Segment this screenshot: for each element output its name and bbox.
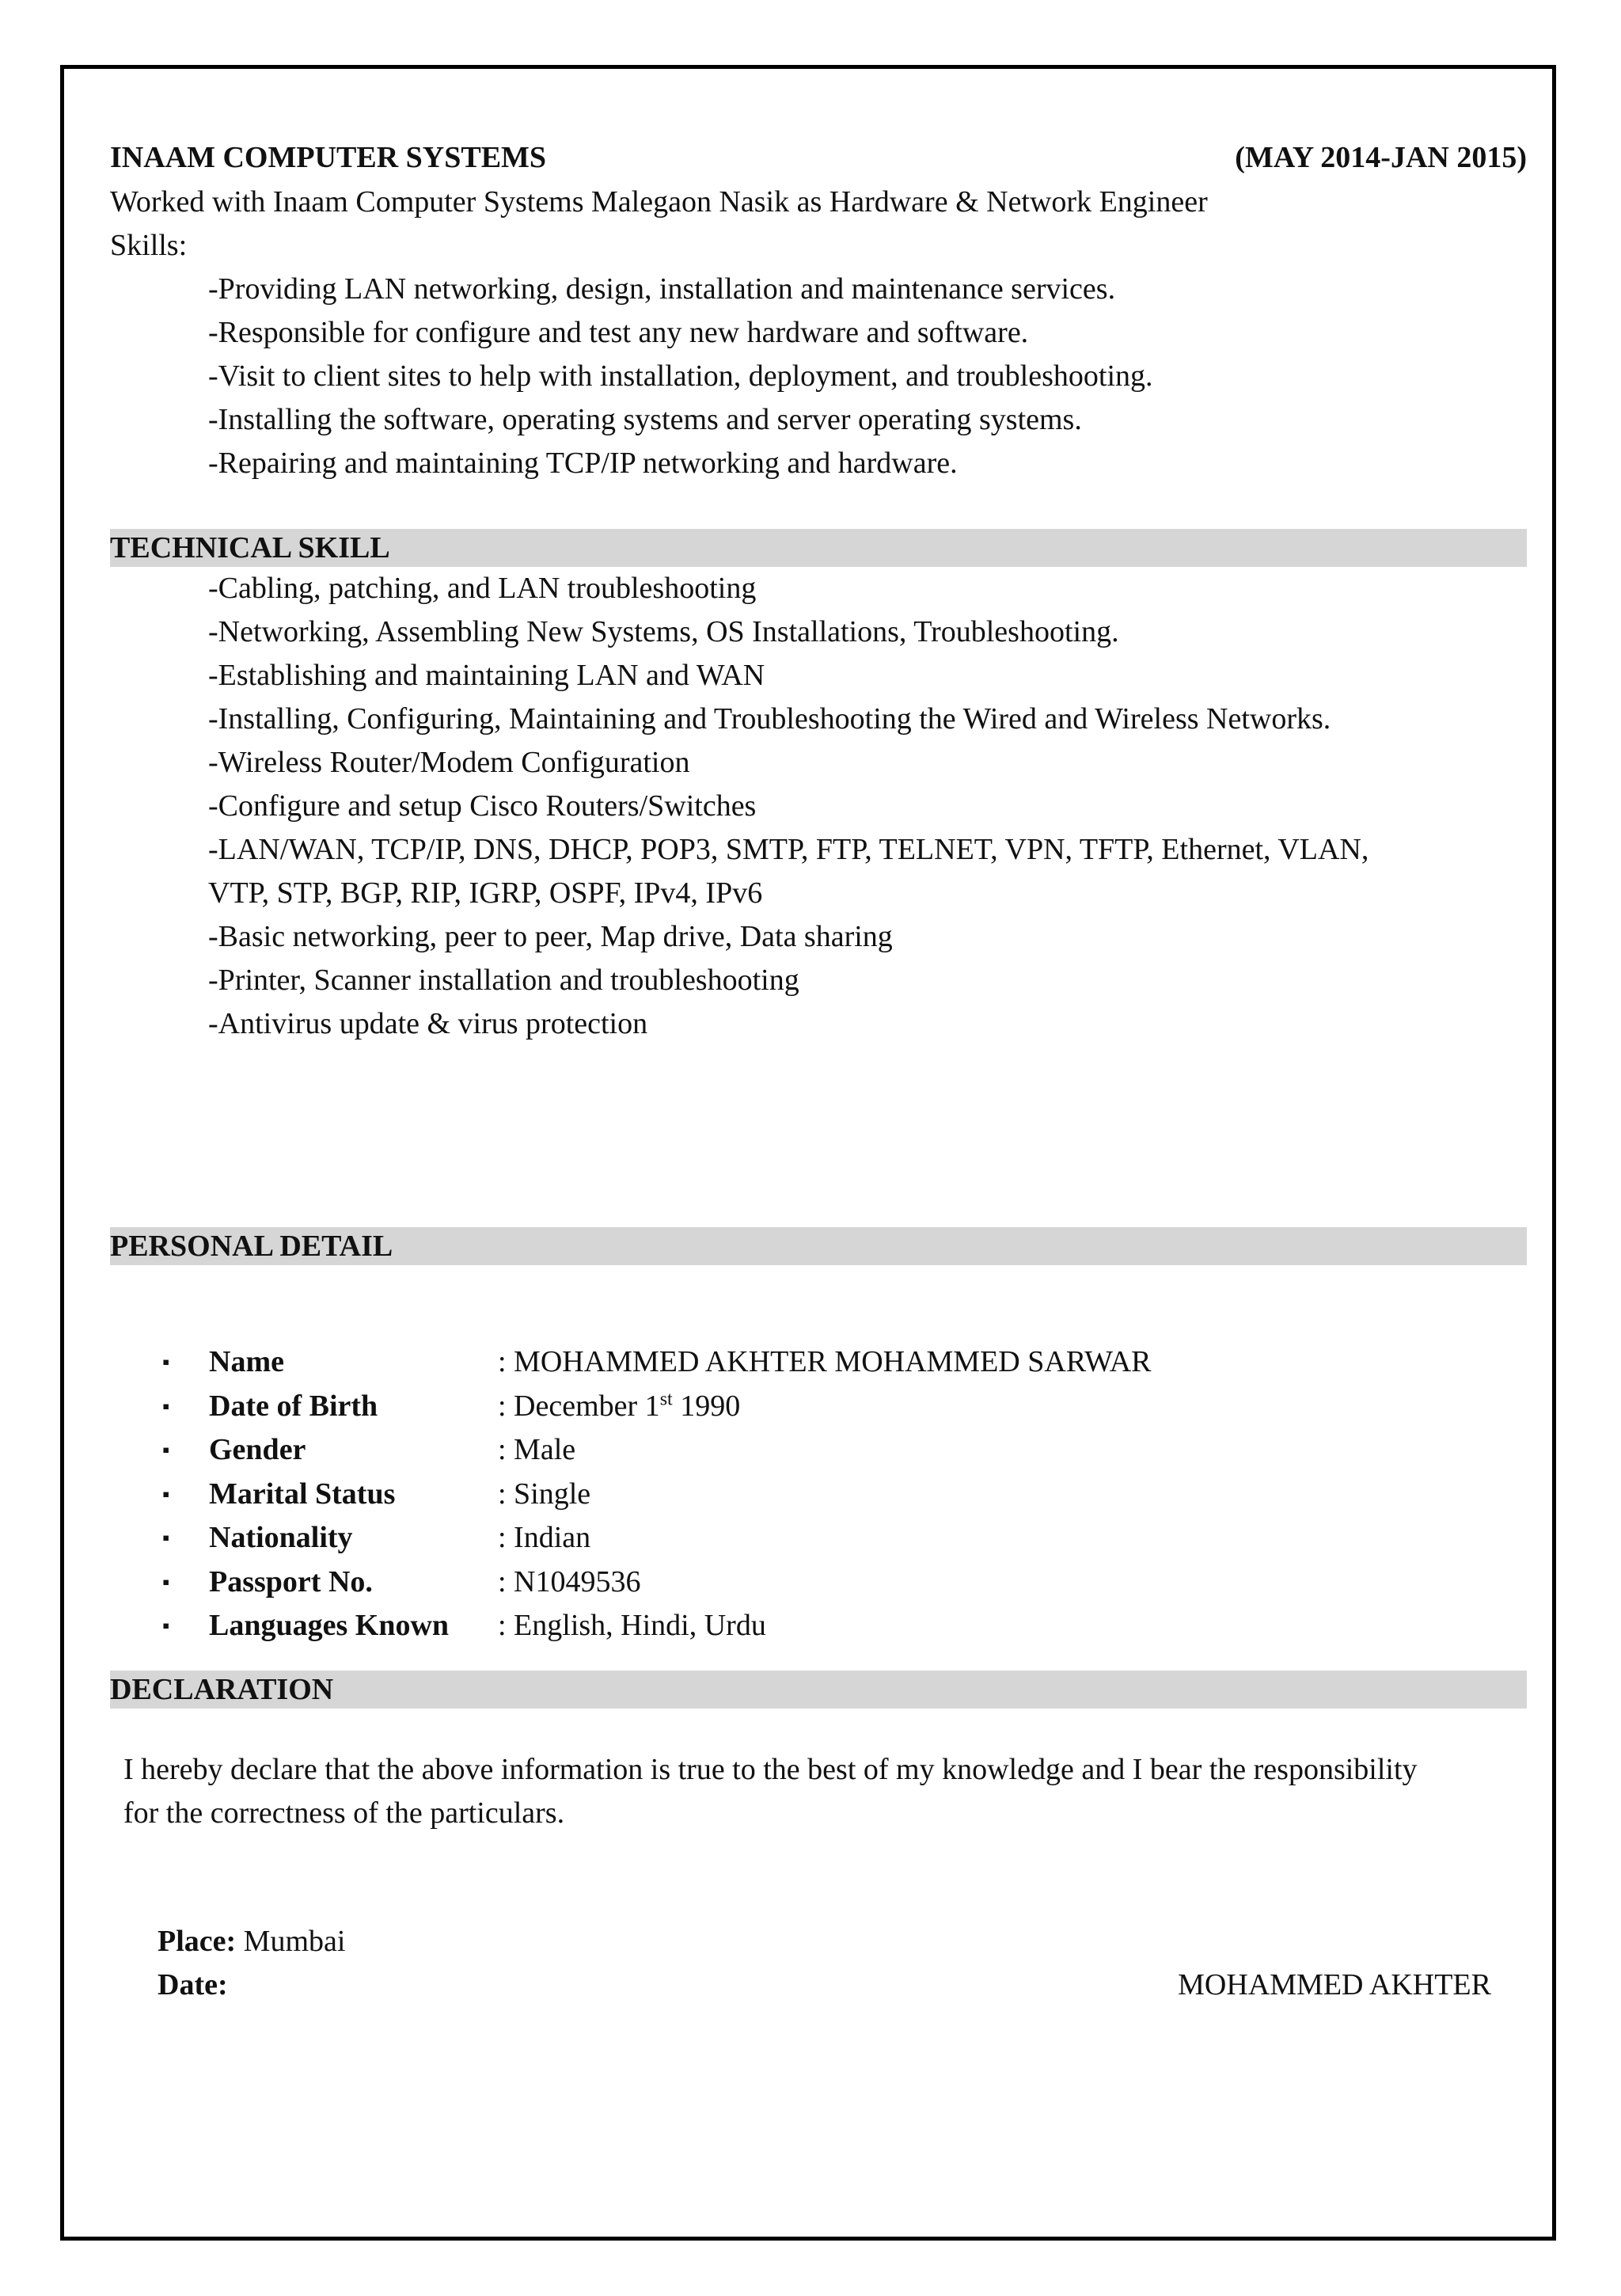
detail-value: : Single [498, 1477, 591, 1511]
bullet-icon: ▪ [162, 1439, 170, 1462]
personal-detail-languages [110, 1604, 1527, 1648]
technical-skill-item: -Configure and setup Cisco Routers/Switches [208, 789, 757, 823]
skills-label: Skills: [110, 229, 188, 262]
date-label: Date: [158, 1967, 228, 2001]
technical-skill-item: -Installing, Configuring, Maintaining and Troubleshooting the Wired and Wireless Networks. [208, 702, 1331, 736]
place-label: Place: [158, 1924, 237, 1958]
detail-label: Nationality [209, 1521, 353, 1554]
detail-value: : Male [498, 1433, 576, 1466]
technical-skill-item: -LAN/WAN, TCP/IP, DNS, DHCP, POP3, SMTP, FTP, TELNET, VPN, TFTP, Ethernet, VLAN, [208, 833, 1369, 866]
technical-skill-item: -Establishing and maintaining LAN and WAN [208, 659, 765, 692]
experience-skill-item: -Installing the software, operating systems and server operating systems. [208, 403, 1082, 436]
resume-page [110, 135, 1527, 2007]
declaration-heading: DECLARATION [110, 1671, 1527, 1709]
bullet-icon: ▪ [162, 1351, 170, 1374]
place-row [110, 1920, 1527, 1963]
bullet-icon: ▪ [162, 1570, 170, 1594]
detail-label: Marital Status [209, 1477, 396, 1511]
declaration-text: I hereby declare that the above information is true to the best of my knowledge and I bear the responsibility for the correctness of the particulars. [123, 1752, 1418, 1830]
technical-skill-list [110, 567, 1527, 1046]
technical-skill-item: -Wireless Router/Modem Configuration [208, 746, 690, 779]
experience-skill-item: -Visit to client sites to help with installation, deployment, and troubleshooting. [208, 359, 1153, 393]
bullet-icon: ▪ [162, 1614, 170, 1637]
personal-detail-marital-status [110, 1473, 1527, 1517]
experience-skill-item: -Responsible for configure and test any new hardware and software. [208, 316, 1029, 349]
technical-skill-item: -Basic networking, peer to peer, Map drive, Data sharing [208, 920, 893, 953]
detail-label: Languages Known [209, 1609, 450, 1642]
experience-header [110, 135, 1527, 181]
personal-detail-passport [110, 1560, 1527, 1605]
personal-detail-dob [110, 1385, 1527, 1429]
company-name: INAAM COMPUTER SYSTEMS [110, 141, 547, 174]
detail-value: : English, Hindi, Urdu [498, 1609, 766, 1642]
employment-period: (MAY 2014-JAN 2015) [1235, 141, 1527, 174]
dob-day: : December 1 [498, 1389, 660, 1423]
technical-skill-item: -Antivirus update & virus protection [208, 1007, 648, 1040]
detail-label: Passport No. [209, 1564, 373, 1598]
place-value: Mumbai [236, 1924, 346, 1958]
personal-detail-list [110, 1340, 1527, 1648]
dob-ordinal: st [659, 1388, 673, 1409]
experience-skills-list [110, 268, 1527, 485]
detail-label: Name [209, 1345, 284, 1378]
detail-label: Date of Birth [209, 1389, 378, 1423]
detail-label: Gender [209, 1433, 306, 1466]
date-row [110, 1963, 1527, 2007]
signature-name: MOHAMMED AKHTER [1178, 1967, 1491, 2001]
experience-skill-item: -Repairing and maintaining TCP/IP networking and hardware. [208, 447, 958, 480]
detail-value: : Indian [498, 1521, 591, 1554]
experience-description: Worked with Inaam Computer Systems Malegaon Nasik as Hardware & Network Engineer [110, 185, 1208, 219]
personal-detail-nationality [110, 1516, 1527, 1560]
technical-skill-item: -Cabling, patching, and LAN troubleshooting [208, 572, 757, 605]
technical-skill-item: -Printer, Scanner installation and troubleshooting [208, 964, 799, 997]
technical-skill-item: -Networking, Assembling New Systems, OS Installations, Troubleshooting. [208, 615, 1119, 648]
technical-skill-item: VTP, STP, BGP, RIP, IGRP, OSPF, IPv4, IPv6 [208, 876, 763, 910]
bullet-icon: ▪ [162, 1394, 170, 1418]
personal-detail-gender [110, 1428, 1527, 1473]
detail-value [498, 1385, 740, 1429]
personal-detail-heading: PERSONAL DETAIL [110, 1227, 1527, 1265]
dob-year: 1990 [672, 1389, 741, 1423]
bullet-icon: ▪ [162, 1482, 170, 1506]
detail-value: : MOHAMMED AKHTER MOHAMMED SARWAR [498, 1345, 1152, 1378]
personal-detail-name [110, 1340, 1527, 1385]
experience-skill-item: -Providing LAN networking, design, installation and maintenance services. [208, 272, 1116, 306]
detail-value: : N1049536 [498, 1564, 641, 1598]
bullet-icon: ▪ [162, 1526, 170, 1549]
technical-skill-heading: TECHNICAL SKILL [110, 529, 1527, 567]
